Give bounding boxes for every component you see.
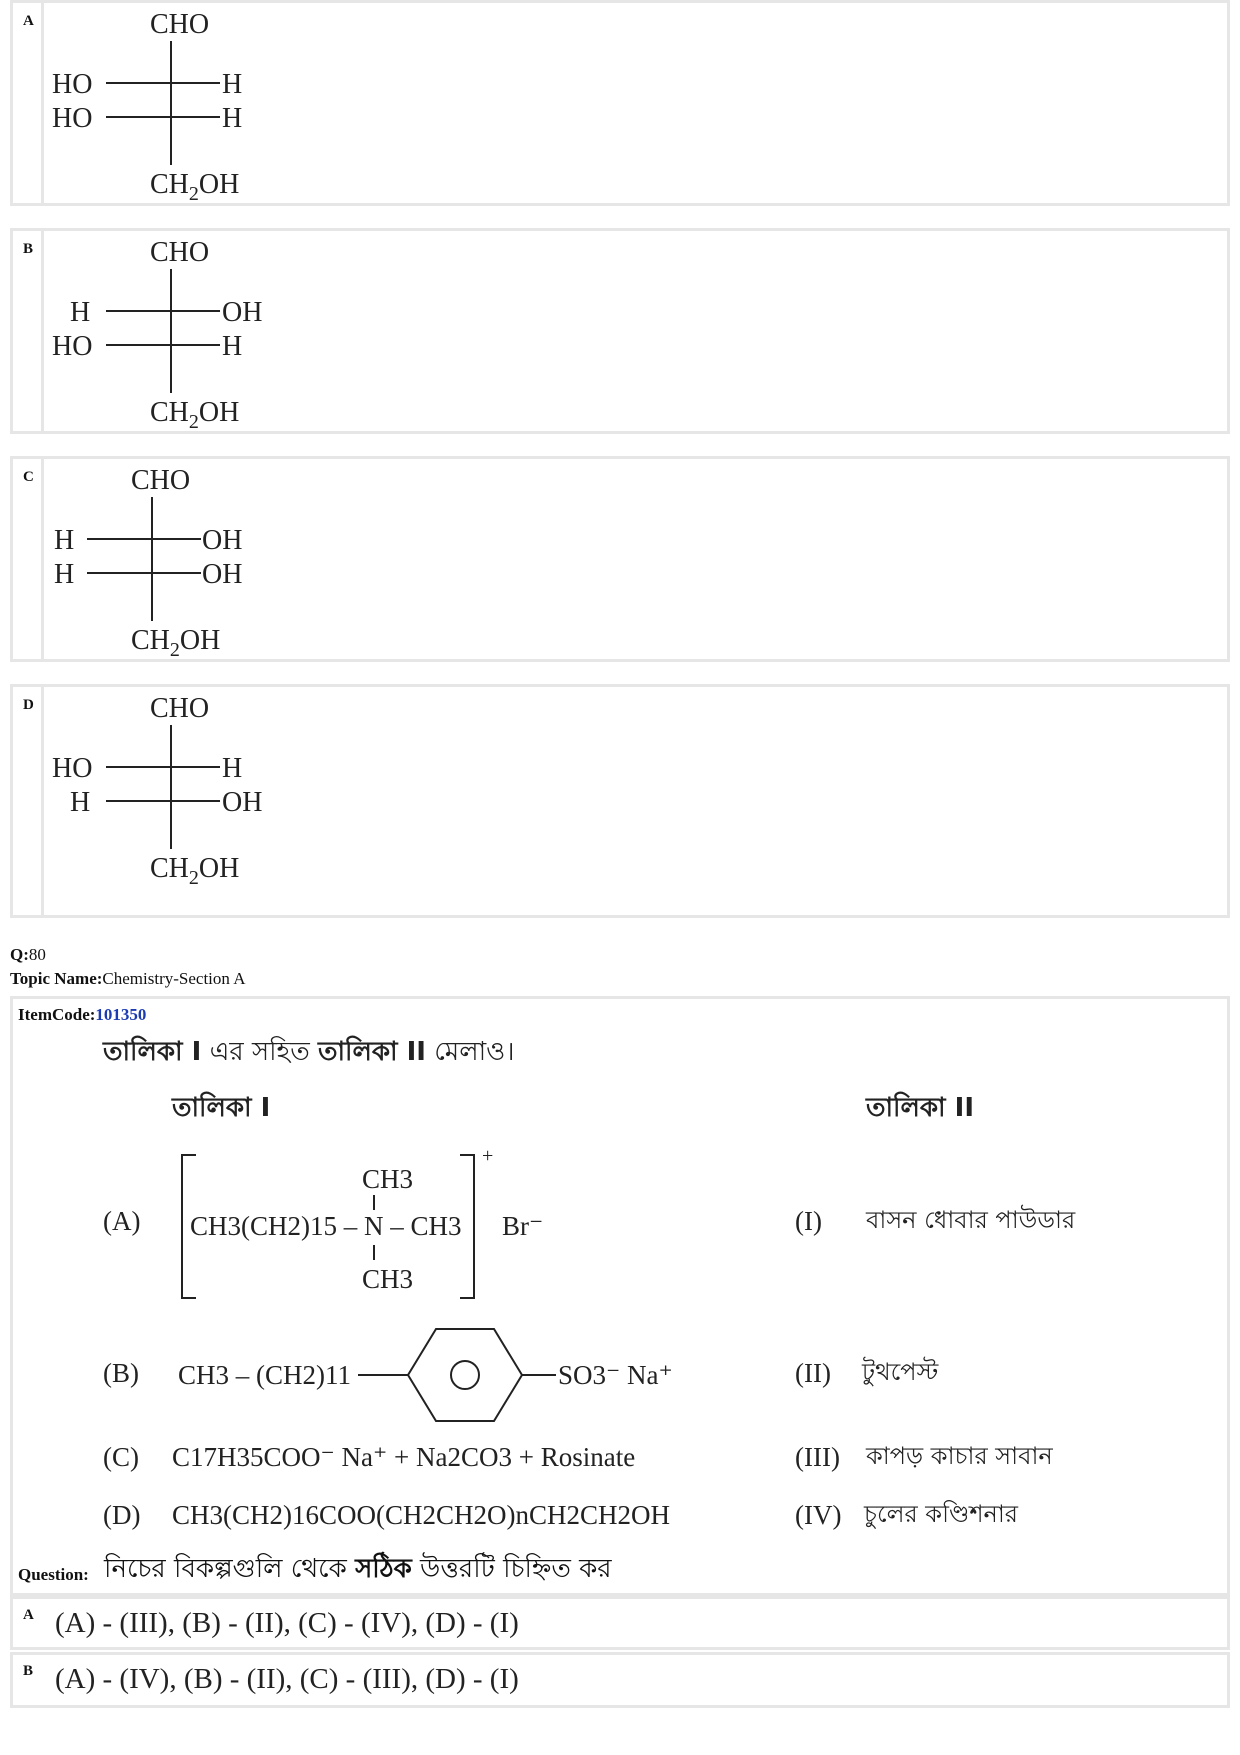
list1-b-left: CH3 – (CH2)11 xyxy=(178,1360,351,1390)
list1-a-charge: + xyxy=(482,1145,494,1167)
instruction: তালিকা I এর সহিত তালিকা II মেলাও। xyxy=(103,1037,515,1067)
fischer-projection xyxy=(44,459,444,659)
row2-right: H xyxy=(222,103,243,134)
item-code: ItemCode:101350 xyxy=(18,1005,147,1024)
option-letter: A xyxy=(23,13,34,29)
list2-ii-text: টুথপেস্ট xyxy=(862,1358,939,1386)
row1-left: HO xyxy=(52,753,93,784)
option-letter: B xyxy=(23,241,34,257)
list1-c-label: (C) xyxy=(103,1442,139,1472)
row1-right: OH xyxy=(222,297,263,328)
row1-right: OH xyxy=(202,525,243,556)
row1-left: H xyxy=(70,297,91,328)
row1-right: H xyxy=(222,753,243,784)
list1-a-ch3-top: CH3 xyxy=(362,1164,414,1194)
answer-text: (A) - (III), (B) - (II), (C) - (IV), (D) - (I) xyxy=(55,1607,519,1639)
list2-iv-label: (IV) xyxy=(795,1500,842,1530)
row2-left: H xyxy=(70,787,91,818)
answer-option-b[interactable] xyxy=(10,1652,1230,1708)
fischer-projection xyxy=(44,231,444,431)
list1-d-label: (D) xyxy=(103,1500,141,1530)
option-letter: B xyxy=(23,1663,34,1679)
question-text: নিচের বিকল্পগুলি থেকে সঠিক উত্তরটি চিহ্নিত কর xyxy=(104,1554,612,1584)
list1-b-label: (B) xyxy=(103,1358,139,1388)
bottom-group: $CH_2OH$ xyxy=(150,169,240,203)
top-group: CHO xyxy=(150,693,210,724)
list1-a-label: (A) xyxy=(103,1206,141,1236)
list1-a-counter: Br⁻ xyxy=(502,1211,544,1241)
option-letter: A xyxy=(23,1607,34,1623)
row2-left: HO xyxy=(52,103,93,134)
list2-iv-text: চুলের কণ্ডিশনার xyxy=(864,1500,1019,1528)
row2-right: OH xyxy=(222,787,263,818)
option-letter: D xyxy=(23,697,34,713)
list1-b-right: SO3⁻ Na⁺ xyxy=(558,1360,673,1390)
row1-left: HO xyxy=(52,69,93,100)
list1-c-text: C17H35COO⁻ Na⁺ + Na2CO3 + Rosinate xyxy=(172,1442,636,1472)
bottom-group: $CH_2OH$ xyxy=(150,397,240,431)
row2-left: H xyxy=(54,559,75,590)
top-group: CHO xyxy=(150,237,210,268)
list1-d-text: CH3(CH2)16COO(CH2CH2O)nCH2CH2OH xyxy=(172,1500,671,1530)
list2-i-label: (I) xyxy=(795,1206,822,1236)
option-a[interactable] xyxy=(10,0,1230,206)
list1-title: তালিকা I xyxy=(172,1093,271,1123)
row2-right: OH xyxy=(202,559,243,590)
list1-a-main: CH3(CH2)15 – N – CH3 xyxy=(190,1211,462,1241)
list2-i-text: বাসন ধোবার পাউডার xyxy=(866,1206,1076,1234)
question-number: Q:80 xyxy=(10,945,46,964)
option-letter: C xyxy=(23,469,34,485)
list2-ii-label: (II) xyxy=(795,1358,831,1388)
list2-title: তালিকা II xyxy=(866,1093,974,1123)
list2-iii-label: (III) xyxy=(795,1442,840,1472)
fischer-projection xyxy=(44,3,444,203)
bottom-group: $CH_2OH$ xyxy=(131,625,221,659)
row2-left: HO xyxy=(52,331,93,362)
row2-right: H xyxy=(222,331,243,362)
top-group: CHO xyxy=(131,465,191,496)
topic-name: Topic Name:Chemistry-Section A xyxy=(10,969,246,988)
option-d[interactable] xyxy=(10,684,1230,918)
bottom-group: $CH_2OH$ xyxy=(150,853,240,889)
list1-a-ch3-bot: CH3 xyxy=(362,1264,414,1294)
top-group: CHO xyxy=(150,9,210,40)
answer-text: (A) - (IV), (B) - (II), (C) - (III), (D) - (I) xyxy=(55,1663,519,1695)
option-b[interactable] xyxy=(10,228,1230,434)
match-table xyxy=(0,1020,1240,1600)
fischer-projection xyxy=(44,687,444,897)
option-c[interactable] xyxy=(10,456,1230,662)
row1-left: H xyxy=(54,525,75,556)
list2-iii-text: কাপড় কাচার সাবান xyxy=(866,1442,1053,1470)
row1-right: H xyxy=(222,69,243,100)
answer-option-a[interactable] xyxy=(10,1596,1230,1650)
question-label: Question: xyxy=(18,1565,89,1584)
